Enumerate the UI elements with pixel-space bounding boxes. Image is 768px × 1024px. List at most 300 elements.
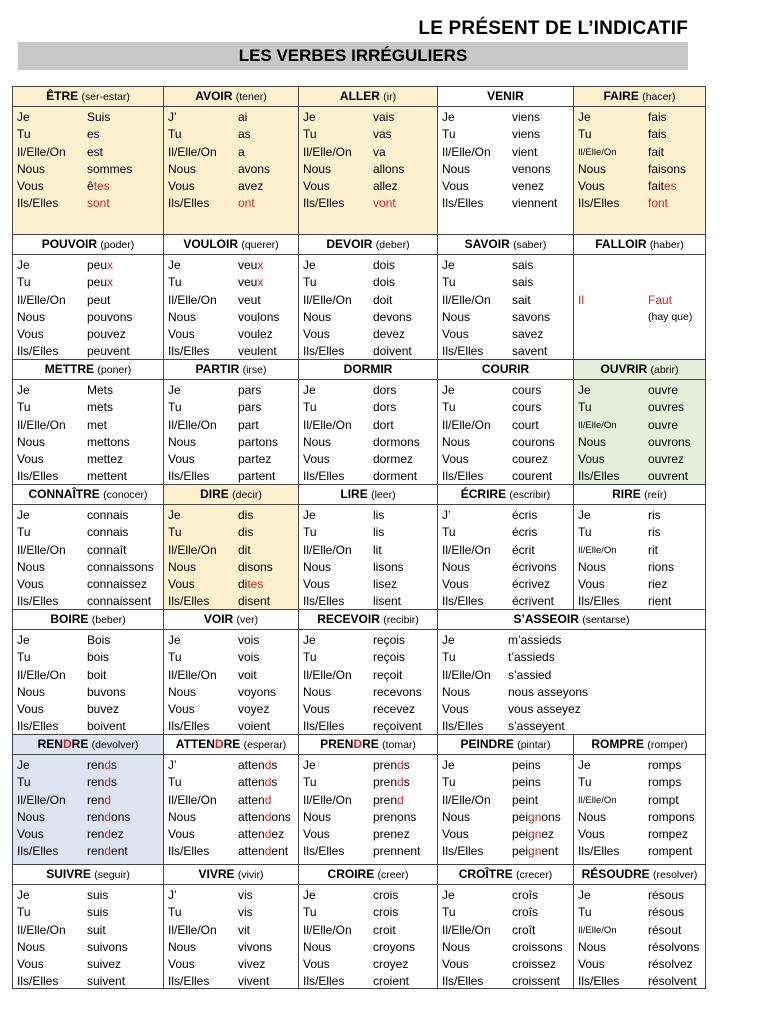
- verb-name: ÉCRIRE: [460, 487, 507, 501]
- verb-form: [512, 257, 573, 274]
- pronoun: Je: [578, 508, 591, 522]
- conjugation-line: [168, 382, 298, 399]
- form-stem: savons: [512, 309, 551, 324]
- verb-form: [87, 667, 163, 684]
- verb-block: [13, 865, 164, 988]
- conjugation-line: [168, 904, 298, 921]
- verb-block: [299, 610, 438, 735]
- conjugation-line: [442, 632, 705, 649]
- conjugation-list: [438, 107, 573, 235]
- verb-form: [238, 701, 298, 718]
- conjugation-line: [303, 451, 437, 468]
- verb-heading: [164, 610, 298, 630]
- verb-form: [238, 399, 298, 416]
- form-stem: reçois: [373, 650, 406, 665]
- verb-block: [574, 865, 705, 988]
- form-stem: pei: [512, 809, 529, 824]
- verb-form: [648, 593, 705, 610]
- conjugation-line: [17, 292, 163, 309]
- verb-form: [87, 343, 163, 360]
- form-ending: s: [271, 758, 278, 772]
- conjugation-line: [17, 939, 163, 956]
- pronoun: Nous: [17, 309, 46, 324]
- verb-block: [574, 485, 705, 610]
- verb-block: [164, 360, 299, 485]
- spanish-translation: (ser-estar): [81, 91, 130, 103]
- pronoun: Vous: [17, 957, 44, 972]
- form-stem: dis: [238, 525, 254, 540]
- form-stem: pouvons: [87, 309, 133, 324]
- verb-heading: [299, 610, 437, 630]
- form-stem: partons: [238, 434, 279, 449]
- conjugation-line: [17, 468, 163, 485]
- verb-name: PREN: [320, 737, 354, 751]
- verb-form: [373, 195, 437, 212]
- conjugation-line: [578, 757, 705, 774]
- conjugation-line: [578, 274, 705, 291]
- pronoun: Nous: [17, 684, 46, 699]
- spanish-translation: (resolver): [653, 869, 698, 881]
- verb-form: [512, 274, 573, 291]
- conjugation-line: [303, 887, 437, 904]
- pronoun: Tu: [578, 127, 592, 142]
- form-stem: connaît: [87, 542, 127, 557]
- form-stem: ren: [87, 775, 105, 790]
- verb-form: [648, 507, 705, 524]
- verb-form: [238, 922, 298, 939]
- form-stem: suit: [87, 922, 106, 937]
- pronoun: Nous: [303, 161, 332, 176]
- pronoun: Il/Elle/On: [578, 544, 617, 556]
- conjugation-line: [442, 292, 573, 309]
- conjugation-line: [442, 417, 573, 434]
- spanish-translation: (tomar): [382, 739, 416, 751]
- pronoun: Je: [17, 633, 30, 647]
- verb-block: [574, 735, 705, 865]
- conjugation-line: [442, 126, 573, 143]
- verb-form: [373, 126, 437, 143]
- spanish-translation: (poder): [100, 239, 135, 251]
- conjugation-line: [168, 792, 298, 809]
- form-stem: reçoivent: [373, 719, 422, 734]
- pronoun: Tu: [17, 905, 31, 920]
- form-stem: dorment: [373, 469, 418, 484]
- spanish-translation: (tener): [235, 91, 267, 103]
- form-highlight: d: [264, 809, 272, 824]
- conjugation-line: [442, 309, 573, 326]
- conjugation-list: [164, 755, 298, 865]
- pronoun: Vous: [442, 957, 469, 972]
- verb-form: [512, 956, 573, 973]
- form-highlight: d: [264, 827, 272, 842]
- verb-block: [438, 235, 574, 360]
- form-stem: pars: [238, 400, 262, 415]
- verb-form: [238, 257, 298, 274]
- form-stem: rient: [648, 594, 672, 609]
- form-stem: vivent: [238, 974, 270, 988]
- verb-form: [238, 684, 298, 701]
- conjugation-line: [442, 195, 573, 212]
- conjugation-line: [442, 451, 573, 468]
- form-stem: lisent: [373, 594, 402, 609]
- conjugation-line: [303, 843, 437, 860]
- pronoun: Il/Elle/On: [168, 292, 217, 307]
- conjugation-list: [164, 505, 298, 610]
- verb-form: [373, 757, 437, 774]
- form-highlight: gn: [528, 844, 542, 859]
- pronoun: Ils/Elles: [578, 594, 620, 609]
- verb-form: [512, 559, 573, 576]
- verb-heading: [438, 610, 705, 630]
- pronoun: Ils/Elles: [303, 594, 345, 609]
- verb-row: [13, 865, 705, 988]
- form-highlight: d: [397, 758, 404, 772]
- pronoun: Il/Elle/On: [17, 667, 66, 682]
- conjugation-line: [303, 144, 437, 161]
- conjugation-line: [578, 973, 705, 988]
- verb-form: [508, 649, 705, 666]
- form-stem: dois: [373, 258, 396, 272]
- spanish-translation: (irse): [242, 364, 267, 376]
- pronoun: Nous: [168, 309, 197, 324]
- verb-form: [648, 144, 705, 161]
- conjugation-line: [168, 417, 298, 434]
- pronoun: Vous: [442, 827, 469, 842]
- form-stem: nous asseyons: [508, 684, 589, 699]
- verb-name: RE: [362, 737, 379, 751]
- pronoun: Nous: [442, 684, 471, 699]
- verb-heading: [13, 485, 163, 505]
- form-stem: vis: [238, 905, 253, 920]
- conjugation-line: [17, 434, 163, 451]
- form-stem: Bois: [87, 633, 111, 647]
- verb-block: [299, 735, 438, 865]
- conjugation-line: [578, 434, 705, 451]
- verb-block: [299, 485, 438, 610]
- verb-form: [648, 757, 705, 774]
- pronoun: Vous: [17, 327, 44, 342]
- form-stem: lisez: [373, 577, 398, 592]
- pronoun: [578, 257, 648, 274]
- conjugation-line: [303, 792, 437, 809]
- verb-block: [438, 610, 705, 735]
- pronoun: Tu: [303, 400, 317, 415]
- pronoun: Il/Elle/On: [168, 417, 217, 432]
- pronoun: Tu: [578, 905, 592, 920]
- pronoun: Vous: [168, 577, 195, 592]
- conjugation-line: [303, 524, 437, 541]
- form-stem: pei: [512, 827, 529, 842]
- conjugation-line: [303, 507, 437, 524]
- form-stem: viens: [512, 127, 541, 142]
- conjugation-line: [442, 343, 573, 360]
- verb-form: [87, 576, 163, 593]
- form-stem: pars: [238, 383, 262, 397]
- verb-name: VIVRE: [198, 867, 235, 881]
- verb-form: [512, 507, 573, 524]
- conjugation-line: [442, 649, 705, 666]
- conjugation-line: [168, 524, 298, 541]
- conjugation-line: [442, 468, 573, 485]
- conjugation-line: [303, 593, 437, 610]
- pronoun: Il/Elle/On: [303, 144, 352, 159]
- form-stem: résolvons: [648, 939, 700, 954]
- form-stem: sais: [512, 275, 534, 290]
- verb-name: CONNAÎTRE: [28, 487, 100, 501]
- pronoun: Vous: [17, 827, 44, 842]
- verb-form: [373, 144, 437, 161]
- spanish-translation: (recibir): [383, 614, 419, 626]
- conjugation-line: [17, 326, 163, 343]
- pronoun: Ils/Elles: [442, 844, 484, 859]
- form-highlight: x: [257, 258, 264, 272]
- form-stem: mets: [87, 400, 114, 415]
- pronoun: Tu: [442, 905, 456, 920]
- form-stem: allez: [373, 179, 398, 194]
- pronoun: J’: [168, 758, 177, 772]
- form-highlight: ont: [238, 196, 255, 211]
- conjugation-line: [578, 809, 705, 826]
- conjugation-line: [303, 195, 437, 212]
- pronoun: Il/Elle/On: [303, 417, 352, 432]
- form-stem: veut: [238, 292, 261, 307]
- conjugation-line: [442, 939, 573, 956]
- pronoun: Il/Elle/On: [442, 542, 491, 557]
- form-stem: connais: [87, 508, 129, 522]
- verb-form: [373, 701, 437, 718]
- conjugation-line: [17, 274, 163, 291]
- verb-form: [238, 343, 298, 360]
- pronoun: Je: [303, 110, 316, 124]
- verb-form: [373, 309, 437, 326]
- verb-form: [373, 161, 437, 178]
- verb-form: [512, 326, 573, 343]
- pronoun: Ils/Elles: [303, 719, 345, 734]
- form-stem: ren: [87, 827, 105, 842]
- conjugation-line: [303, 956, 437, 973]
- form-stem: pren: [373, 758, 398, 772]
- pronoun: Je: [442, 258, 455, 272]
- form-stem: vivez: [238, 957, 266, 972]
- conjugation-line: [168, 292, 298, 309]
- conjugation-line: [578, 326, 705, 343]
- form-stem: devons: [373, 309, 412, 324]
- form-stem: ouvre: [648, 417, 679, 432]
- verb-block: [164, 485, 299, 610]
- pronoun: Il/Elle/On: [442, 417, 491, 432]
- form-stem: voyons: [238, 684, 277, 699]
- verb-name: RIRE: [612, 487, 641, 501]
- verb-heading: [299, 865, 437, 885]
- form-stem: recevons: [373, 684, 422, 699]
- pronoun: Ils/Elles: [17, 974, 59, 988]
- pronoun: Je: [168, 633, 181, 647]
- verb-name: AVOIR: [195, 89, 233, 103]
- verb-form: [508, 701, 705, 718]
- pronoun: Nous: [442, 434, 471, 449]
- verb-name: RE: [71, 737, 89, 751]
- conjugation-list: [13, 107, 163, 235]
- verb-form: [373, 109, 437, 126]
- form-stem: crois: [373, 905, 399, 920]
- verb-form: [512, 792, 573, 809]
- pronoun: Je: [303, 758, 316, 772]
- conjugation-list: [299, 885, 437, 988]
- verb-form: [648, 109, 705, 126]
- pronoun: Vous: [168, 452, 195, 467]
- form-stem: pren: [373, 792, 398, 807]
- verb-form: [512, 757, 573, 774]
- pronoun: Tu: [168, 275, 182, 290]
- verb-form: [87, 178, 163, 195]
- conjugation-line: [442, 326, 573, 343]
- form-stem: romps: [648, 775, 682, 790]
- verb-form: [373, 826, 437, 843]
- verb-form: [373, 417, 437, 434]
- form-stem: peuvent: [87, 344, 130, 359]
- conjugation-line: [442, 524, 573, 541]
- pronoun: Vous: [17, 452, 44, 467]
- verb-heading: [164, 865, 298, 885]
- pronoun: Nous: [168, 809, 197, 824]
- form-stem: connaissent: [87, 594, 152, 609]
- conjugation-list: [13, 885, 163, 988]
- verb-block: [164, 735, 299, 865]
- form-stem: riez: [648, 577, 668, 592]
- verb-form: [238, 524, 298, 541]
- pronoun: Nous: [442, 559, 471, 574]
- conjugation-list: [299, 107, 437, 235]
- pronoun: Ils/Elles: [442, 719, 484, 734]
- conjugation-line: [303, 922, 437, 939]
- conjugation-line: [442, 843, 573, 860]
- conjugation-line: [168, 161, 298, 178]
- verb-form: [373, 468, 437, 485]
- conjugation-line: [17, 576, 163, 593]
- conjugation-line: [17, 524, 163, 541]
- conjugation-line: [303, 542, 437, 559]
- verb-form: [238, 939, 298, 956]
- verb-form: [373, 451, 437, 468]
- verb-heading: [13, 865, 163, 885]
- conjugation-line: [578, 507, 705, 524]
- verb-form: [512, 939, 573, 956]
- pronoun: Tu: [303, 275, 317, 290]
- pronoun: Nous: [17, 939, 46, 954]
- verb-form: [512, 826, 573, 843]
- verb-name: PEINDRE: [460, 737, 514, 751]
- verb-form: [87, 382, 163, 399]
- conjugation-line: [168, 434, 298, 451]
- conjugation-line: [168, 843, 298, 860]
- verb-form: [512, 904, 573, 921]
- verb-heading: [299, 360, 437, 380]
- form-stem: ren: [87, 844, 105, 859]
- verb-block: [13, 610, 164, 735]
- pronoun: Il/Elle/On: [17, 417, 66, 432]
- pronoun: Nous: [578, 809, 607, 824]
- verb-name: CROÎTRE: [458, 867, 513, 881]
- conjugation-line: [578, 257, 705, 274]
- verb-heading: [13, 610, 163, 630]
- form-stem: es: [87, 127, 100, 142]
- form-stem: suivons: [87, 939, 128, 954]
- verb-heading: [164, 235, 298, 255]
- pronoun: Vous: [303, 957, 330, 972]
- pronoun: Tu: [303, 775, 317, 790]
- verb-heading: [438, 865, 573, 885]
- form-stem: recevez: [373, 702, 416, 717]
- conjugation-line: [168, 309, 298, 326]
- conjugation-line: [442, 922, 573, 939]
- pronoun: Tu: [442, 275, 456, 290]
- form-stem: résous: [648, 905, 685, 920]
- verb-form: [87, 973, 163, 988]
- verb-form: [373, 809, 437, 826]
- pronoun: Nous: [17, 559, 46, 574]
- verb-name: METTRE: [44, 362, 95, 376]
- verb-form: [238, 274, 298, 291]
- form-stem: atten: [238, 775, 265, 790]
- verb-block: [438, 87, 574, 235]
- conjugation-line: [578, 593, 705, 610]
- form-stem: écris: [512, 525, 538, 540]
- form-stem: connaissez: [87, 577, 148, 592]
- verb-heading: [164, 485, 298, 505]
- form-stem: fait: [648, 144, 665, 159]
- pronoun: Tu: [168, 400, 182, 415]
- verb-block: [574, 235, 705, 360]
- verb-form: [238, 757, 298, 774]
- conjugation-line: [303, 973, 437, 988]
- pronoun: Il/Elle/On: [442, 922, 491, 937]
- form-highlight: d: [104, 775, 112, 790]
- pronoun: Ils/Elles: [168, 719, 210, 734]
- pronoun: Il/Elle/On: [17, 292, 66, 307]
- verb-form: [512, 343, 573, 360]
- pronoun: Tu: [442, 775, 456, 790]
- verb-form: [648, 774, 705, 791]
- pronoun: Vous: [442, 577, 469, 592]
- conjugation-line: [303, 774, 437, 791]
- conjugation-line: [168, 559, 298, 576]
- pronoun: Tu: [168, 127, 182, 142]
- form-ending: ons: [111, 809, 131, 824]
- pronoun: Nous: [17, 161, 46, 176]
- conjugation-line: [17, 144, 163, 161]
- pronoun: Nous: [442, 939, 471, 954]
- verb-form: [512, 887, 573, 904]
- conjugation-line: [578, 843, 705, 860]
- conjugation-line: [442, 382, 573, 399]
- pronoun: Il/Elle/On: [578, 146, 617, 158]
- pronoun: Je: [168, 508, 181, 522]
- verb-form: [87, 684, 163, 701]
- form-stem: boit: [87, 667, 107, 682]
- verb-name: RÉSOUDRE: [581, 867, 650, 881]
- pronoun: Je: [303, 888, 316, 902]
- spanish-translation: (pintar): [517, 739, 551, 751]
- conjugation-line: [578, 451, 705, 468]
- verb-block: [438, 735, 574, 865]
- form-stem: atten: [238, 758, 265, 772]
- conjugation-list: [13, 630, 163, 735]
- conjugation-line: [17, 701, 163, 718]
- form-stem: ren: [87, 809, 105, 824]
- conjugation-list: [13, 380, 163, 485]
- verb-heading: [574, 360, 705, 380]
- form-highlight: es: [664, 179, 677, 194]
